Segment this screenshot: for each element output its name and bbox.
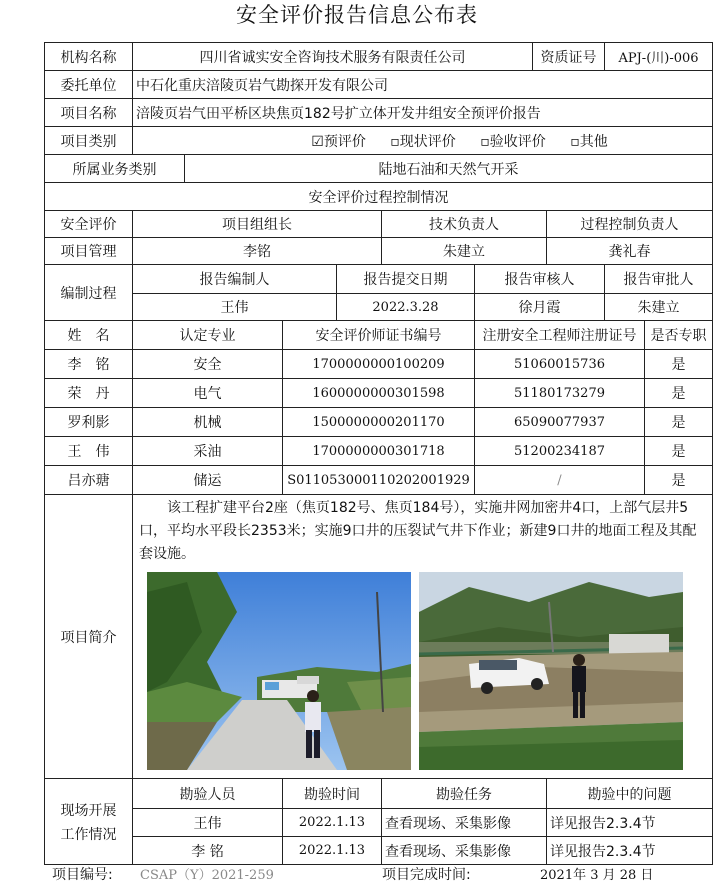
site-header-issue: 勘验中的问题 — [547, 779, 713, 809]
table-row — [45, 408, 713, 437]
site-date: 2022.1.13 — [283, 837, 382, 865]
staff-cert: 1700000000301718 — [283, 437, 475, 466]
staff-major: 电气 — [133, 379, 283, 408]
site-label-1: 现场开展 — [60, 802, 117, 819]
site-issue: 详见报告2.3.4节 — [547, 837, 713, 865]
org-value: 四川省诚实安全咨询技术服务有限责任公司 — [133, 43, 533, 71]
management-value-leader: 李铭 — [133, 238, 382, 265]
project-code-value: CSAP（Y）2021-259 — [140, 868, 274, 883]
footer — [0, 862, 714, 884]
category-option-other[interactable]: ▫其他 — [570, 133, 608, 150]
site-header-person: 勘验人员 — [133, 779, 283, 809]
compile-header-date: 报告提交日期 — [337, 265, 475, 294]
cert-value: APJ-(川)-006 — [605, 43, 713, 71]
project-value: 涪陵页岩气田平桥区块焦页182号扩立体开发井组安全预评价报告 — [133, 99, 713, 127]
staff-cert: 1600000000301598 — [283, 379, 475, 408]
category-option-pre[interactable]: ☑预评价 — [311, 133, 366, 150]
staff-header-fulltime: 是否专职 — [645, 321, 713, 350]
management-value-process: 龚礼春 — [547, 238, 713, 265]
staff-header-name: 姓 名 — [45, 321, 133, 350]
site-label-2: 工作情况 — [60, 826, 117, 843]
site-person: 王伟 — [133, 809, 283, 837]
compile-value-approver: 朱建立 — [605, 294, 713, 321]
staff-fulltime: 是 — [645, 379, 713, 408]
site-label — [45, 779, 133, 865]
staff-header-cert: 安全评价师证书编号 — [283, 321, 475, 350]
client-value: 中石化重庆涪陵页岩气勘探开发有限公司 — [133, 71, 713, 99]
category-option-acceptance[interactable]: ▫验收评价 — [480, 133, 546, 150]
category-options — [133, 127, 713, 155]
staff-reg: 51200234187 — [475, 437, 645, 466]
staff-name: 吕亦瑭 — [45, 466, 133, 495]
table-row — [45, 350, 713, 379]
management-value-tech: 朱建立 — [382, 238, 547, 265]
summary-text: 该工程扩建平台2座（焦页182号、焦页184号），实施井网加密井4口，上部气层井5口，平均水平段长2353米；实施9口井的压裂试气井下作业；新建9口井的地面工程及其配套设施。 — [139, 500, 697, 562]
table-row — [45, 379, 713, 408]
info-table — [44, 42, 713, 865]
category-option-current[interactable]: ▫现状评价 — [390, 133, 456, 150]
site-header-task: 勘验任务 — [382, 779, 547, 809]
staff-reg: / — [475, 466, 645, 495]
compile-header-reviewer: 报告审核人 — [475, 265, 605, 294]
project-code-label: 项目编号: — [52, 867, 113, 883]
site-photo-road — [147, 572, 411, 770]
staff-name: 罗利影 — [45, 408, 133, 437]
staff-major: 机械 — [133, 408, 283, 437]
compile-value-date: 2022.3.28 — [337, 294, 475, 321]
site-task: 查看现场、采集影像 — [382, 809, 547, 837]
staff-name: 荣 丹 — [45, 379, 133, 408]
site-date: 2022.1.13 — [283, 809, 382, 837]
staff-major: 安全 — [133, 350, 283, 379]
management-label-1: 安全评价 — [45, 211, 133, 238]
staff-fulltime: 是 — [645, 437, 713, 466]
compile-header-approver: 报告审批人 — [605, 265, 713, 294]
compile-value-author: 王伟 — [133, 294, 337, 321]
staff-reg: 65090077937 — [475, 408, 645, 437]
summary-label: 项目简介 — [45, 495, 133, 779]
org-label: 机构名称 — [45, 43, 133, 71]
client-label: 委托单位 — [45, 71, 133, 99]
site-task: 查看现场、采集影像 — [382, 837, 547, 865]
site-header-date: 勘验时间 — [283, 779, 382, 809]
summary-cell — [133, 495, 713, 779]
staff-name: 李 铭 — [45, 350, 133, 379]
page-title: 安全评价报告信息公布表 — [236, 3, 478, 27]
staff-cert: S011053000110202001929 — [283, 466, 475, 495]
site-issue: 详见报告2.3.4节 — [547, 809, 713, 837]
staff-reg: 51180173279 — [475, 379, 645, 408]
staff-fulltime: 是 — [645, 350, 713, 379]
management-header-tech: 技术负责人 — [382, 211, 547, 238]
industry-label: 所属业务类别 — [45, 155, 185, 183]
completion-date-label: 项目完成时间: — [382, 867, 471, 883]
management-header-leader: 项目组组长 — [133, 211, 382, 238]
compile-header-author: 报告编制人 — [133, 265, 337, 294]
industry-value: 陆地石油和天然气开采 — [185, 155, 713, 183]
compile-value-reviewer: 徐月霞 — [475, 294, 605, 321]
category-label: 项目类别 — [45, 127, 133, 155]
photo-area — [133, 572, 712, 774]
staff-major: 储运 — [133, 466, 283, 495]
staff-name: 王 伟 — [45, 437, 133, 466]
process-header: 安全评价过程控制情况 — [45, 183, 713, 211]
staff-header-major: 认定专业 — [133, 321, 283, 350]
staff-cert: 1500000000201170 — [283, 408, 475, 437]
compile-label: 编制过程 — [45, 265, 133, 321]
management-header-process: 过程控制负责人 — [547, 211, 713, 238]
table-row — [45, 466, 713, 495]
site-person: 李 铭 — [133, 837, 283, 865]
project-label: 项目名称 — [45, 99, 133, 127]
staff-fulltime: 是 — [645, 408, 713, 437]
completion-date-value: 2021年 3 月 28 日 — [540, 868, 654, 883]
staff-reg: 51060015736 — [475, 350, 645, 379]
staff-cert: 1700000000100209 — [283, 350, 475, 379]
staff-header-reg: 注册安全工程师注册证号 — [475, 321, 645, 350]
cert-label: 资质证号 — [533, 43, 605, 71]
table-row — [45, 809, 713, 837]
staff-major: 采油 — [133, 437, 283, 466]
table-row — [45, 437, 713, 466]
staff-fulltime: 是 — [645, 466, 713, 495]
management-label-2: 项目管理 — [45, 238, 133, 265]
table-row — [45, 837, 713, 865]
site-photo-vehicle — [419, 572, 683, 770]
